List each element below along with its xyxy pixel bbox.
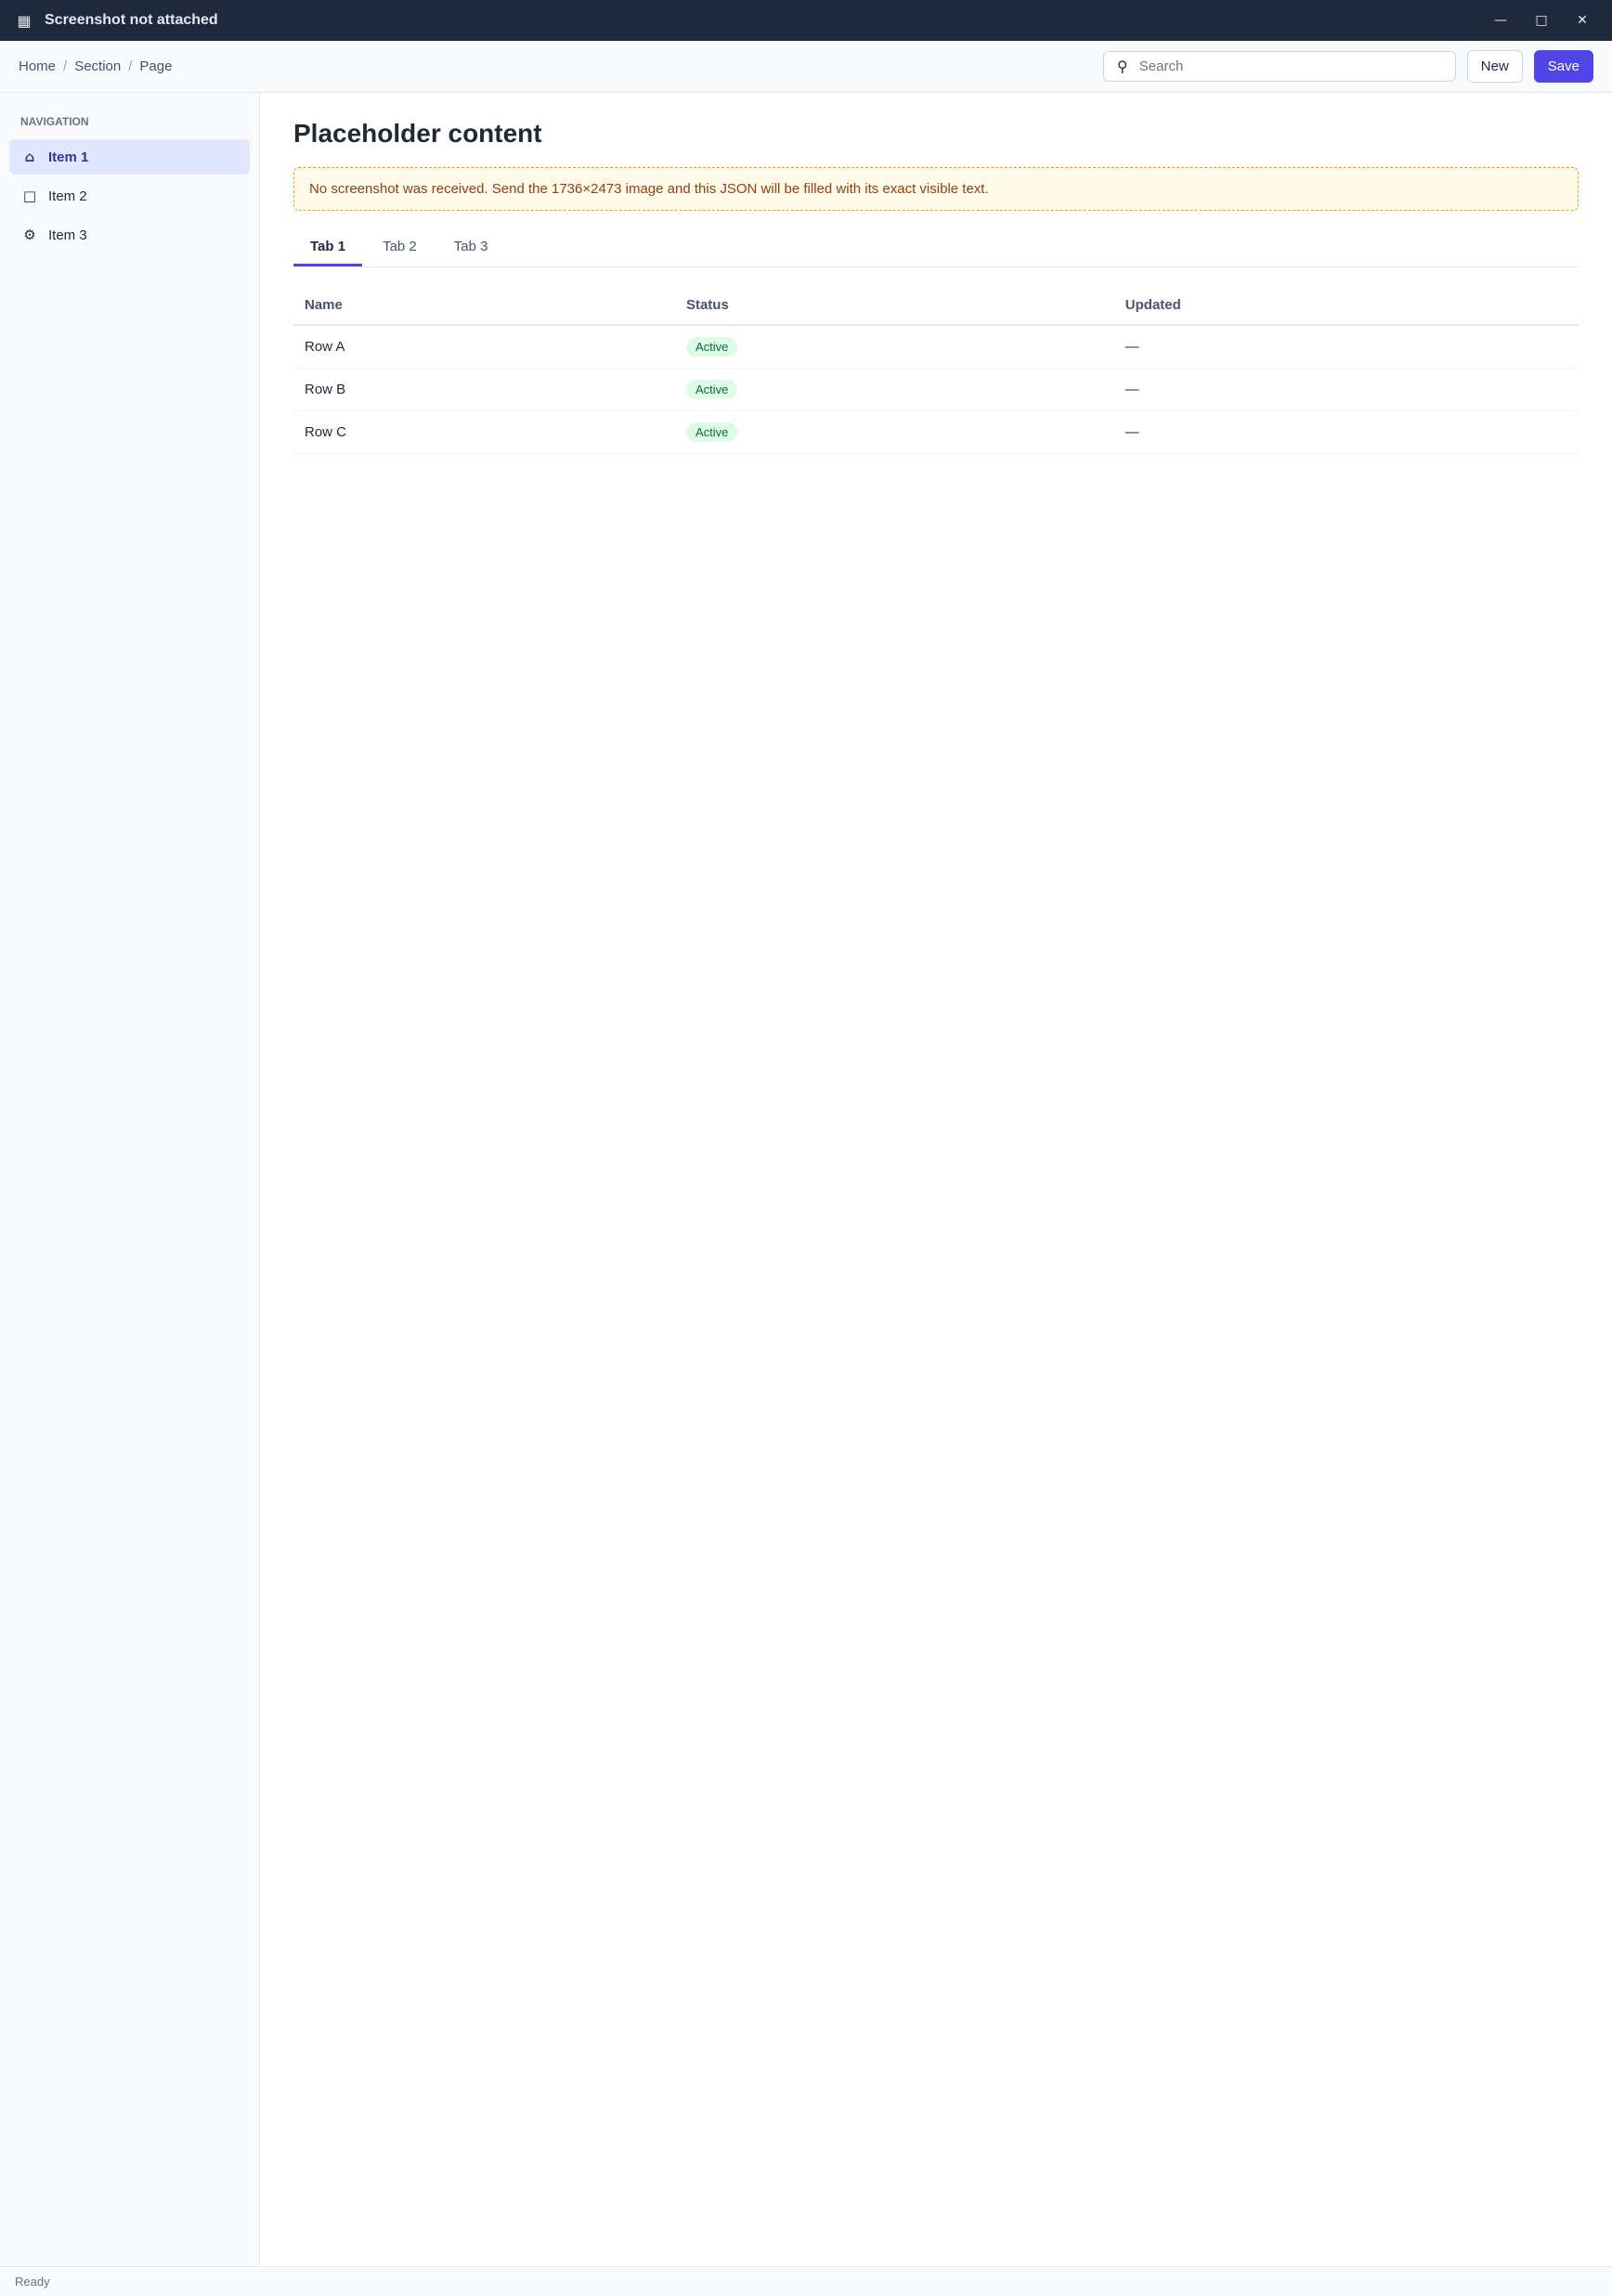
toolbar [0, 41, 1612, 93]
table-cell [675, 411, 1114, 454]
column-header[interactable]: Name [293, 286, 675, 325]
breadcrumb-item[interactable]: Home [19, 58, 57, 74]
sidebar-item-2[interactable] [9, 178, 250, 214]
breadcrumb-item[interactable]: Section [74, 58, 122, 74]
content-area [0, 93, 1612, 2266]
breadcrumb-item: Page [139, 58, 173, 74]
search-box [1103, 51, 1456, 82]
table-cell: Row B [293, 369, 675, 411]
maximize-icon[interactable]: □ [1535, 13, 1548, 28]
table-row[interactable] [293, 325, 1579, 369]
breadcrumb-separator: / [63, 58, 68, 74]
save-button[interactable]: Save [1534, 50, 1593, 83]
table-cell: — [1114, 369, 1579, 411]
table-cell: — [1114, 325, 1579, 369]
data-table [293, 286, 1579, 454]
page-title: Placeholder content [293, 119, 542, 148]
home-icon: ⌂ [24, 149, 35, 165]
status-text: Ready [15, 2275, 50, 2289]
table-row[interactable] [293, 411, 1579, 454]
status-bar [0, 2266, 1612, 2296]
new-button[interactable]: New [1467, 50, 1523, 83]
table-cell [675, 325, 1114, 369]
tab-bar [293, 229, 1579, 267]
search-icon: ⚲ [1116, 58, 1128, 75]
sidebar-item-3[interactable] [9, 217, 250, 253]
breadcrumb [19, 58, 172, 74]
tab-1[interactable]: Tab 1 [293, 229, 362, 266]
app-icon: ▦ [17, 11, 32, 30]
breadcrumb-separator: / [128, 58, 133, 74]
minimize-icon[interactable]: — [1494, 13, 1507, 28]
status-badge: Active [686, 422, 737, 442]
column-header[interactable]: Status [675, 286, 1114, 325]
status-badge: Active [686, 380, 737, 399]
table-cell: Row A [293, 325, 675, 369]
sidebar-item-label: Item 1 [48, 149, 89, 165]
tab-3[interactable]: Tab 3 [453, 239, 488, 254]
table-cell: Row C [293, 411, 675, 454]
table-cell: — [1114, 411, 1579, 454]
title-bar [0, 0, 1612, 41]
placeholder-notice: No screenshot was received. Send the 1736×2473 image and this JSON will be filled with its exact visible text. [293, 167, 1579, 211]
sidebar-item-label: Item 2 [48, 188, 87, 204]
sidebar [0, 93, 260, 2266]
table-header-row [293, 286, 1579, 325]
close-icon[interactable]: ✕ [1577, 13, 1588, 28]
sidebar-item-label: Item 3 [48, 227, 87, 243]
table-row[interactable] [293, 369, 1579, 411]
gear-icon: ⚙ [23, 227, 36, 243]
window-title: Screenshot not attached [45, 12, 218, 28]
status-badge: Active [686, 337, 737, 357]
folder-icon: □ [22, 188, 37, 204]
table-cell [675, 369, 1114, 411]
column-header[interactable]: Updated [1114, 286, 1579, 325]
sidebar-item-1[interactable] [9, 139, 250, 175]
main-panel [260, 93, 1612, 2266]
sidebar-heading: NAVIGATION [20, 115, 89, 128]
search-input[interactable] [1139, 58, 1446, 74]
tab-2[interactable]: Tab 2 [383, 239, 417, 254]
